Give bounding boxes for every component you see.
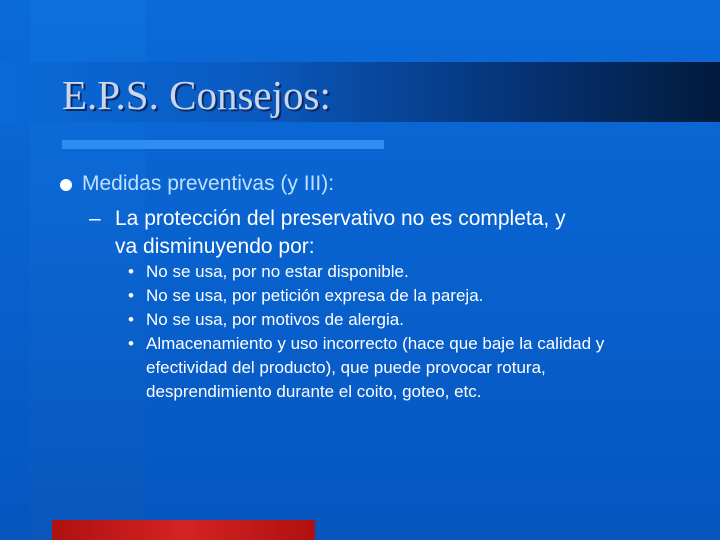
list-item-text: No se usa, por petición expresa de la pareja.: [146, 286, 484, 305]
list-item-text: No se usa, por motivos de alergia.: [146, 310, 404, 329]
bullet-marker: •: [128, 286, 134, 305]
level2-item: [89, 205, 569, 261]
list-item: [124, 308, 664, 332]
slide-title: E.P.S. Consejos:: [62, 72, 331, 118]
bullet-icon: [60, 179, 72, 191]
bullet-marker: •: [128, 262, 134, 281]
bullet-marker: •: [128, 310, 134, 329]
list-item: [124, 260, 664, 284]
bullet-marker: •: [128, 334, 134, 353]
level1-text: Medidas preventivas (y III):: [82, 172, 335, 195]
level2-text: La protección del preservativo no es completa, y va disminuyendo por:: [115, 207, 566, 258]
list-item: [124, 284, 664, 308]
list-item-text: No se usa, por no estar disponible.: [146, 262, 409, 281]
level3-list: [124, 260, 664, 404]
dash-marker: –: [89, 207, 101, 230]
list-item-text: Almacenamiento y uso incorrecto (hace que baje la calidad y efectividad del producto), que puede provocar rotura, desprendimiento durante el coito, goteo, etc.: [146, 334, 605, 401]
list-item: [124, 332, 664, 404]
